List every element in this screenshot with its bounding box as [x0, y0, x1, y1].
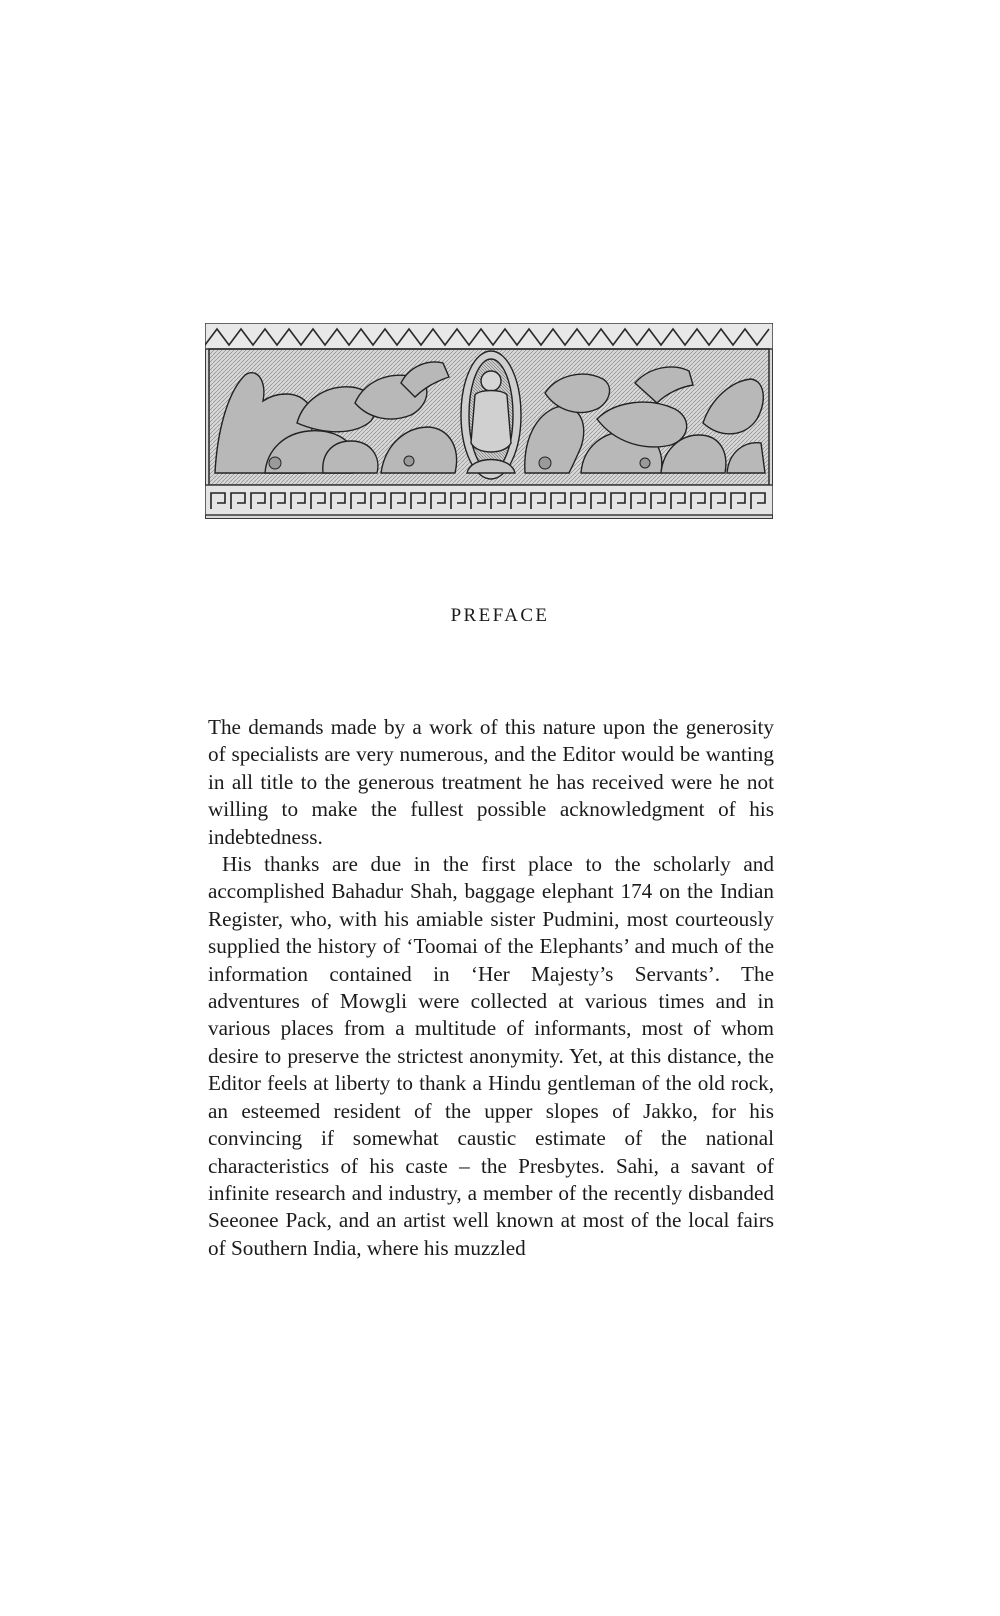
- preface-body: [208, 714, 774, 1262]
- carved-frieze-illustration: [205, 323, 773, 519]
- preface-paragraph-2: His thanks are due in the first place to the scholarly and accomplished Bahadur Shah, baggage elephant 174 on the Indian Register, who, with his amiable sister Pudmini, most courteously supplied the history of ‘Toomai of the Elephants’ and much of the information contained in ‘Her Majesty’s Servants’. The adventures of Mowgli were collected at various times and in various places from a multitude of informants, most of whom desire to preserve the strictest anonymity. Yet, at this distance, the Editor feels at liberty to thank a Hindu gentleman of the old rock, an esteemed resident of the upper slopes of Jakko, for his convincing if somewhat caustic estimate of the national characteristics of his caste – the Presbytes. Sahi, a savant of infinite research and industry, a member of the recently disbanded Seeonee Pack, and an artist well known at most of the local fairs of Southern India, where his muzzled: [208, 852, 774, 1260]
- frieze-drawing: [205, 323, 773, 519]
- preface-paragraph-1: The demands made by a work of this nature upon the generosity of specialists are very numerous, and the Editor would be wanting in all title to the generous treatment he has received were he not willing to make the fullest possible acknowledgment of his indebtedness.: [208, 715, 774, 849]
- preface-heading: PREFACE: [450, 605, 550, 626]
